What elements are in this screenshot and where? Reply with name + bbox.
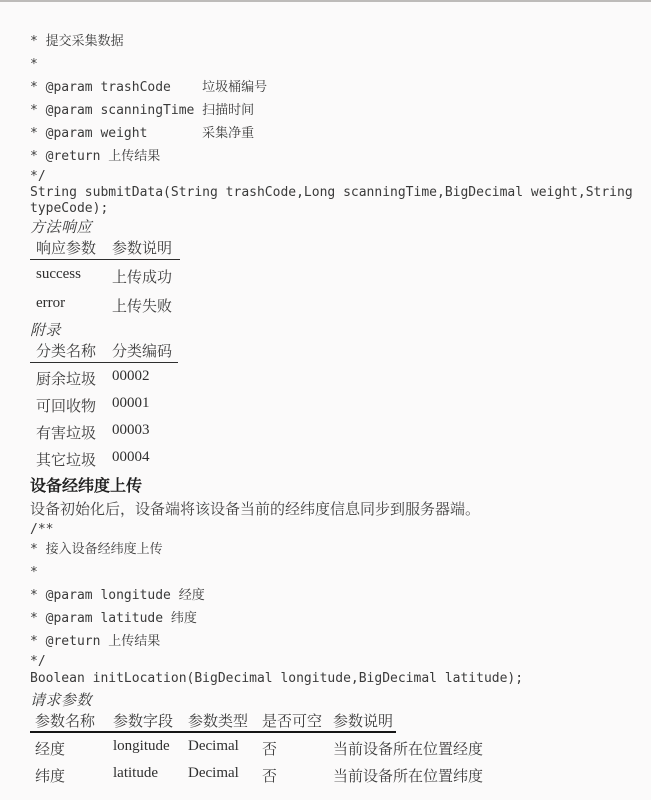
code-comment-block-submit <box>30 30 643 217</box>
table-cell: longitude <box>113 738 170 754</box>
request-params-table <box>30 712 643 787</box>
table-cell: latitude <box>113 765 158 781</box>
method-signature-initlocation: Boolean initLocation(BigDecimal longitude,BigDecimal latitude); <box>30 671 524 686</box>
table-cell: 厨余垃圾 <box>36 371 97 388</box>
table-header-cell: 响应参数 <box>36 240 97 257</box>
table-row <box>30 733 643 760</box>
table-row <box>30 760 643 787</box>
appendix-table <box>30 342 643 471</box>
table-cell: 可回收物 <box>36 398 97 415</box>
table-cell: 否 <box>262 741 278 758</box>
code-comment-line-param-latitude: * @param latitude 纬度 <box>30 611 197 626</box>
table-cell: 其它垃圾 <box>36 452 97 469</box>
code-comment-line: * <box>30 565 38 580</box>
table-cell: 纬度 <box>35 768 66 785</box>
table-header-cell: 是否可空 <box>262 713 323 730</box>
table-cell: 00001 <box>112 395 150 411</box>
section-title-device-location: 设备经纬度上传 <box>30 478 143 495</box>
section-heading-request-params: 请求参数 <box>30 693 93 709</box>
code-comment-line-return: * @return 上传结果 <box>30 634 161 649</box>
table-row <box>30 289 643 318</box>
table-cell: 00003 <box>112 422 150 438</box>
table-header-cell: 参数名称 <box>35 713 96 730</box>
table-cell: 当前设备所在位置纬度 <box>333 768 484 785</box>
table-header-cell: 分类名称 <box>36 343 97 360</box>
code-comment-line-param-scanningtime: * @param scanningTime 扫描时间 <box>30 103 255 118</box>
code-comment-close: */ <box>30 169 46 184</box>
method-signature-submitdata: String submitData(String trashCode,Long scanningTime,BigDecimal weight,String typeCode); <box>30 185 641 216</box>
code-comment-open: /** <box>30 522 54 537</box>
code-comment-line: * 提交采集数据 <box>30 34 124 49</box>
table-cell: 有害垃圾 <box>36 425 97 442</box>
table-row <box>30 260 643 289</box>
table-header-cell: 分类编码 <box>112 343 173 360</box>
code-comment-line: * <box>30 57 38 72</box>
response-table <box>30 239 643 318</box>
table-row <box>30 363 643 390</box>
table-row <box>30 390 643 417</box>
table-row <box>30 417 643 444</box>
table-cell: success <box>36 266 81 282</box>
table-header-row <box>30 342 178 363</box>
code-comment-line-param-trashcode: * @param trashCode 垃圾桶编号 <box>30 80 268 95</box>
section-intro-text: 设备初始化后，设备端将该设备当前的经纬度信息同步到服务器端。 <box>30 501 481 518</box>
code-comment-line-return: * @return 上传结果 <box>30 149 161 164</box>
table-cell: 当前设备所在位置经度 <box>333 741 484 758</box>
table-cell: 00004 <box>112 449 150 465</box>
code-comment-block-location <box>30 521 643 688</box>
table-header-row <box>30 239 180 260</box>
code-comment-line: * 接入设备经纬度上传 <box>30 542 163 557</box>
section-heading-method-response: 方法响应 <box>30 220 93 236</box>
code-comment-close: */ <box>30 654 46 669</box>
table-cell: Decimal <box>188 738 239 754</box>
code-comment-line-param-weight: * @param weight 采集净重 <box>30 126 255 141</box>
table-header-row <box>30 712 396 733</box>
table-cell: Decimal <box>188 765 239 781</box>
table-header-cell: 参数说明 <box>112 240 173 257</box>
table-cell: 否 <box>262 768 278 785</box>
table-cell: 经度 <box>35 741 66 758</box>
table-cell: 上传成功 <box>112 269 173 286</box>
table-header-cell: 参数说明 <box>333 713 394 730</box>
table-cell: 00002 <box>112 368 150 384</box>
table-cell: error <box>36 295 66 311</box>
table-header-cell: 参数字段 <box>113 713 174 730</box>
table-cell: 上传失败 <box>112 298 173 315</box>
section-heading-appendix: 附录 <box>30 323 62 339</box>
table-row <box>30 444 643 471</box>
table-header-cell: 参数类型 <box>188 713 249 730</box>
code-comment-line-param-longitude: * @param longitude 经度 <box>30 588 205 603</box>
